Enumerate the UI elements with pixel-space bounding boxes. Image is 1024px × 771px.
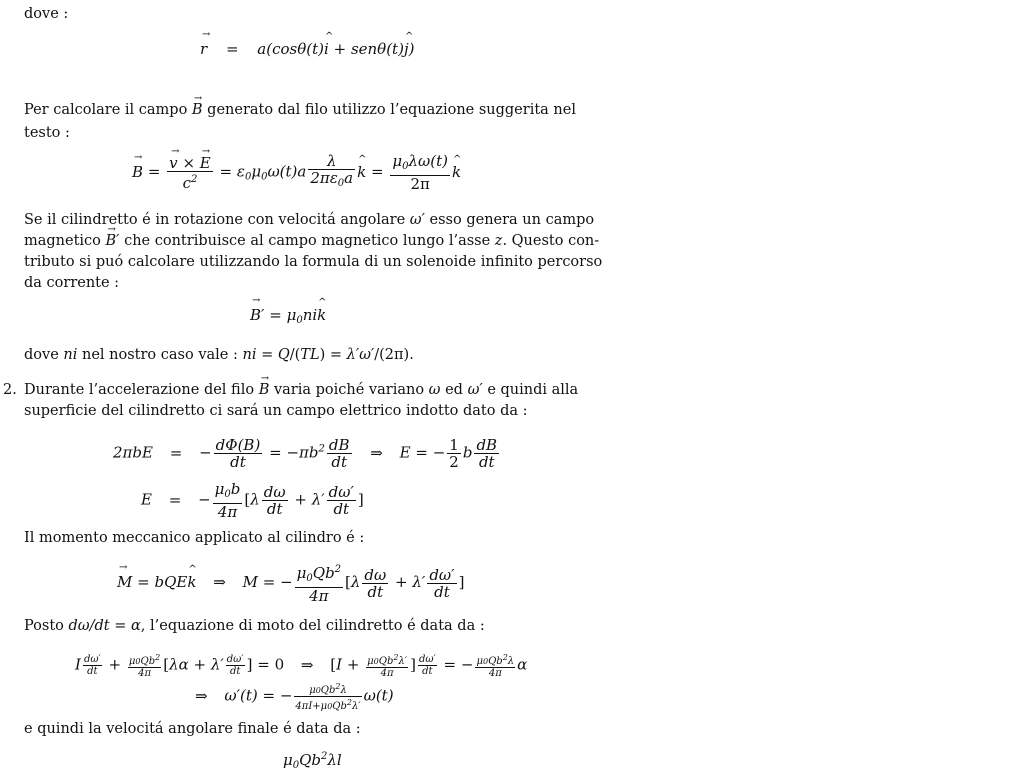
equation-final-partial: $\mu_0Qb^2\lambda l$ [283, 751, 342, 771]
text-momento: Il momento meccanico applicato al cilindro é : [24, 530, 365, 546]
paragraph-rotazione-line-1: Se il cilindretto é in rotazione con velocitá angolare ω′ esso genera un campo [24, 212, 595, 228]
paragraph-campo-b-line-2: testo : [24, 125, 70, 141]
paragraph-campo-b-line-1: Per calcolare il campo → B generato dal filo utilizzo l’equazione suggerita nel [24, 100, 576, 120]
item-2-line-1: Durante l’accelerazione del filo → B varia poiché variano ω ed ω′ e quindi alla [24, 380, 578, 400]
equation-r-def: → r = a(cosθ(t)^ i + senθ(t)^ j) [200, 40, 414, 58]
equation-moment: → M = bQE^ k ⇒ M = − $\frac{\mu_0Qb^2}{4\pi}$ [λ $\frac{d\omega}{dt}$ + λ′ $\frac{d\omega'}{dt}$ ] [117, 562, 464, 604]
paragraph-rotazione-line-3: tributo si puó calcolare utilizzando la formula di un solenoide infinito percorso [24, 254, 603, 270]
text-posto: Posto dω/dt = α, l’equazione di moto del cilindretto é data da : [24, 618, 485, 634]
equation-b-field: → B = → $\frac{v \times \to E}{c^2}$ = $\varepsilon_0\mu_0\omega(t)a$ $\frac{\lambda}{2\pi\varepsilon_0a}$ ^ k = $\frac{\mu_0\lambda\omega(t)}{2\pi}$ ^ k [132, 153, 461, 192]
text-dove: dove : [24, 6, 69, 22]
item-number: 2. [3, 382, 17, 398]
text-final: e quindi la velocitá angolare finale é data da : [24, 721, 361, 737]
equation-b-prime: → $B' = \mu_0ni\^{}$ k [250, 306, 326, 326]
item-2-line-2: superficie del cilindretto ci sará un campo elettrico indotto dato da : [24, 403, 528, 419]
equation-emf-1: 2πbE = − $\frac{d\Phi(B)}{dt}$ = $-\pi b^2$ $\frac{dB}{dt}$ ⇒ E = − $\frac{1}{2}$ b $\frac{dB}{dt}$ [113, 436, 498, 471]
equation-emf-2: E = − $\frac{\mu_0b}{4\pi}$ [λ $\frac{d\omega}{dt}$ + λ′ $\frac{d\omega'}{dt}$ ] [141, 480, 364, 521]
paragraph-rotazione-line-2: magnetico → B′ che contribuisce al campo magnetico lungo l’asse z. Questo con- [24, 231, 599, 251]
text-dove-ni: dove ni nel nostro caso vale : ni = Q/(TL) = λ′ω′/(2π). [24, 347, 414, 363]
equation-motion-2: ⇒ ω′(t) = − $\frac{\mu 0Qb^2\lambda}{4\pi I+\mu 0Qb^2\lambda'}$ ω(t) [195, 682, 394, 712]
paragraph-rotazione-line-4: da corrente : [24, 275, 120, 291]
equation-motion-1: I $\frac{d\omega'}{dt}$ + $\frac{\mu 0Qb^2}{4\pi}$ [λα + λ′ $\frac{d\omega'}{dt}$ ] = 0 ⇒ [I + $\frac{\mu 0Qb^2\lambda'}{4\pi}$ ] $\frac{d\omega'}{dt}$ = − $\frac{\mu 0Qb^2\lambda}{4\pi}$ α [75, 653, 528, 679]
